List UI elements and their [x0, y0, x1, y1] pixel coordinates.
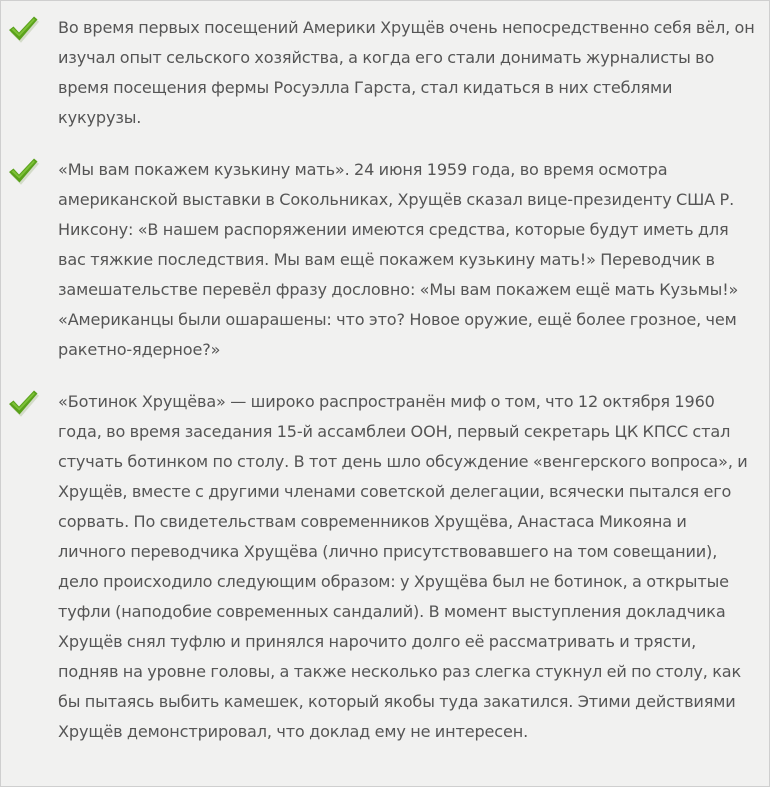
fact-text: «Ботинок Хрущёва» — широко распространён миф о том, что 12 октября 1960 года, во время заседания 15-й ассамблеи ООН, первый секретарь ЦК КПСС стал стучать ботинком по столу. В тот день шло обсуждение «венгерского вопроса», и Хрущёв, вместе с другими членами советской делегации, всячески пытался его сорвать. По свидетельствам современников Хрущёва, Анастаса Микояна и личного переводчика Хрущёва (лично присутствовавшего на том совещании), дело происходило следующим образом: у Хрущёва был не ботинок, а открытые туфли (наподобие современных сандалий). В момент выступления докладчика Хрущёв снял туфлю и принялся нарочито долго её рассматривать и трясти, подняв на уровне головы, а также несколько раз слегка стукнул ей по столу, как бы пытаясь выбить камешек, который якобы туда закатился. Этими действиями Хрущёв демонстрировал, что доклад ему не интересен. [58, 392, 748, 741]
fact-text: «Мы вам покажем кузькину мать». 24 июня 1959 года, во время осмотра американской выставки в Сокольниках, Хрущёв сказал вице-президенту США Р. Никсону: «В нашем распоряжении имеются средства, которые будут иметь для вас тяжкие последствия. Мы вам ещё покажем кузькину мать!» Переводчик в замешательстве перевёл фразу дословно: «Мы вам покажем ещё мать Кузьмы!» «Американцы были ошарашены: что это? Новое оружие, ещё более грозное, чем ракетно-ядерное?» [58, 160, 739, 359]
list-item [1, 13, 755, 133]
list-item [1, 387, 755, 747]
checkmark-icon [7, 389, 39, 417]
facts-list [1, 13, 755, 747]
checkmark-icon [7, 157, 39, 185]
fact-text: Во время первых посещений Америки Хрущёв очень непосредственно себя вёл, он изучал опыт сельского хозяйства, а когда его стали донимать журналисты во время посещения фермы Росуэлла Гарста, стал кидаться в них стеблями кукурузы. [58, 18, 755, 127]
checkmark-icon [7, 15, 39, 43]
list-item [1, 155, 755, 365]
